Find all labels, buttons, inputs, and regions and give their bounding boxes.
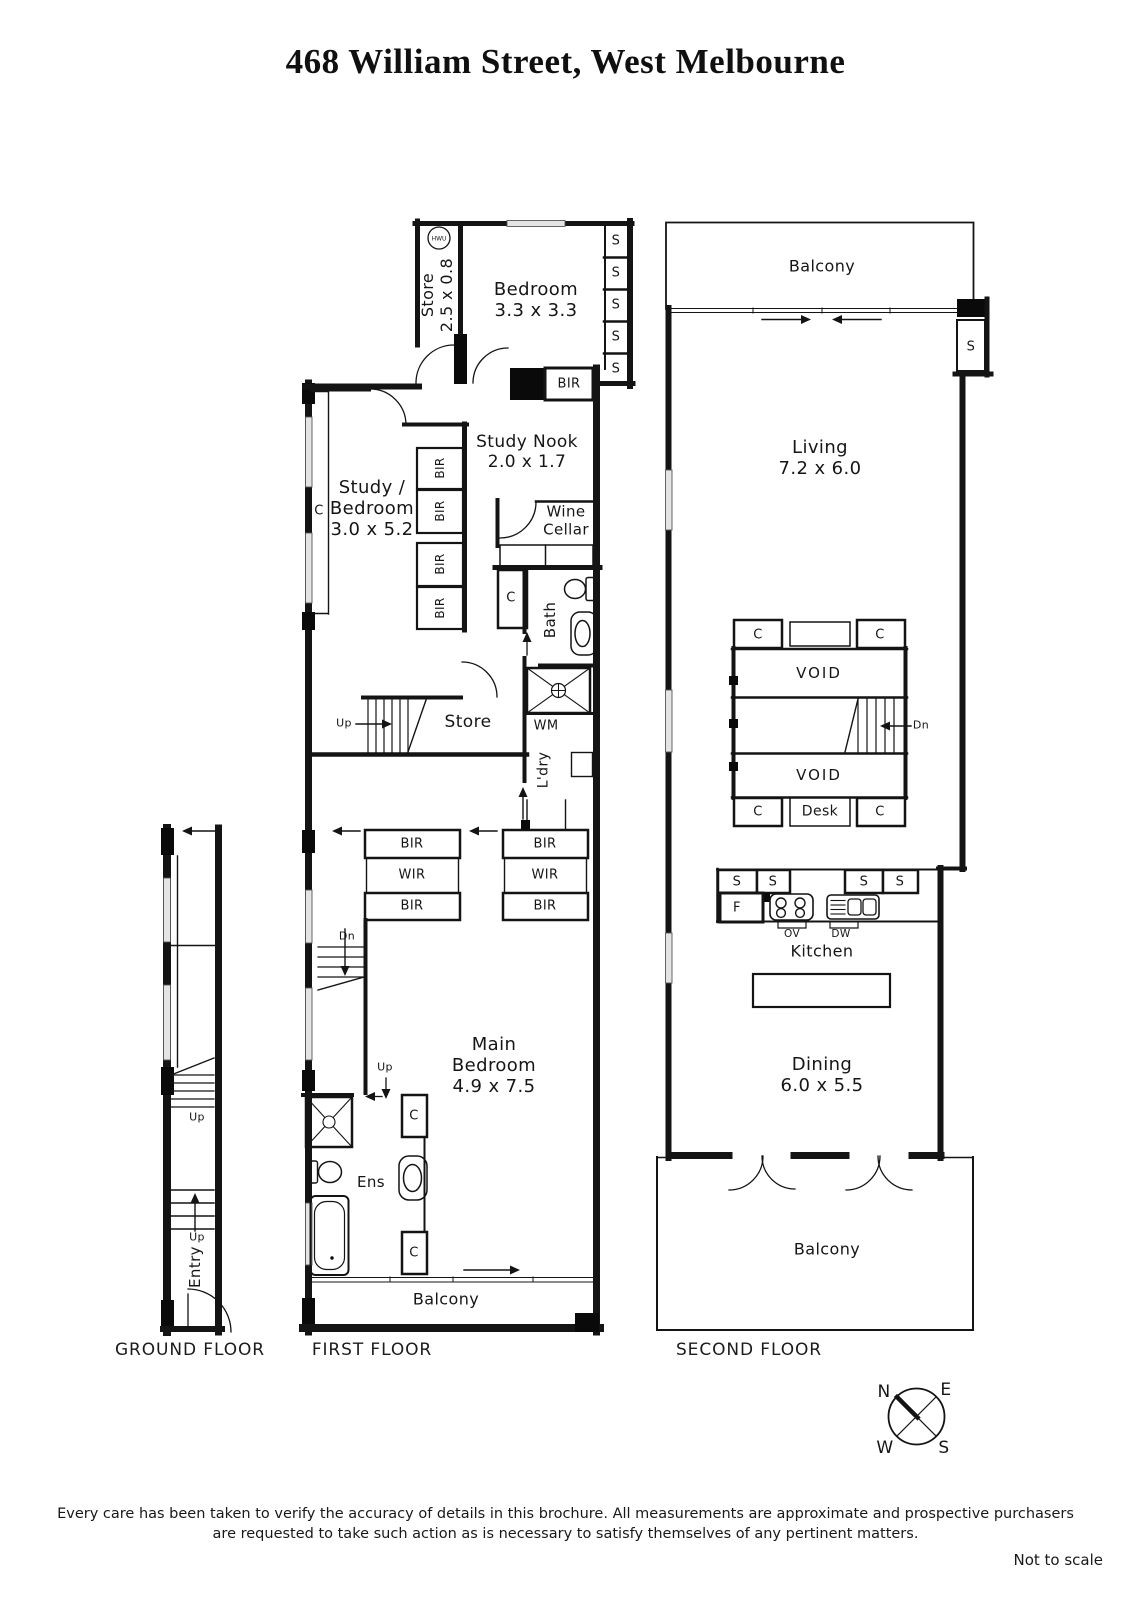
room-label-balcony: Balcony (793, 1239, 861, 1259)
storage-label: S (859, 874, 869, 890)
wir-label: WIR (398, 867, 426, 883)
cupboard-label: C (875, 627, 885, 643)
stairs-up-label: Up (189, 1230, 205, 1244)
cupboard-label: C (875, 804, 885, 820)
compass-north-label: N (877, 1381, 891, 1402)
storage-label: S (732, 874, 742, 890)
room-label-balcony: Balcony (788, 256, 856, 276)
compass-south-label: S (938, 1437, 950, 1458)
bir-label: BIR (533, 898, 557, 914)
room-label-study-nook (476, 432, 578, 472)
room-label-store-upper (419, 258, 457, 332)
scale-note: Not to scale (1013, 1551, 1103, 1569)
disclaimer-line1: Every care has been taken to verify the accuracy of details in this brochure. All measurements are approximate and prospective purchasers (57, 1506, 1074, 1522)
room-dim: 3.0 x 5.2 (330, 519, 414, 541)
storage-label: S (768, 874, 778, 890)
room-label-kitchen: Kitchen (790, 941, 854, 961)
room-dim: 6.0 x 5.5 (780, 1075, 864, 1096)
bir-label: BIR (557, 376, 581, 392)
storage-label: S (895, 874, 905, 890)
room-dim: 3.3 x 3.3 (494, 300, 578, 321)
compass-east-label: E (940, 1379, 952, 1400)
bir-label: BIR (432, 500, 447, 522)
bir-label: BIR (432, 553, 447, 575)
room-label-bath: Bath (541, 601, 560, 639)
floor-title-first: FIRST FLOOR (311, 1339, 433, 1360)
compass-rose (889, 1389, 945, 1445)
disclaimer-line2: are requested to take such action as is necessary to satisfy themselves of any pertinent matters. (212, 1526, 919, 1542)
bir-label: BIR (533, 836, 557, 852)
compass-west-label: W (876, 1437, 894, 1458)
room-label-entry: Entry (186, 1246, 205, 1288)
room-name: Store (418, 272, 438, 318)
desk-label: Desk (801, 803, 839, 820)
void-label: VOID (796, 664, 842, 683)
room-label-study-bedroom (330, 477, 414, 541)
floor-title-second: SECOND FLOOR (675, 1339, 823, 1360)
cupboard-label: C (506, 590, 516, 606)
cupboard-label: C (753, 627, 763, 643)
room-name: Wine (546, 502, 586, 521)
page-title: 468 William Street, West Melbourne (285, 42, 846, 81)
stairs-up-label: Up (336, 716, 352, 730)
room-label-wine-cellar (543, 503, 589, 538)
room-dim: 4.9 x 7.5 (452, 1076, 536, 1098)
bir-label: BIR (432, 457, 447, 479)
wir-label: WIR (531, 867, 559, 883)
storage-label: S (611, 265, 621, 281)
room-label-main-bedroom (452, 1034, 536, 1098)
cupboard-label: C (409, 1108, 419, 1124)
stairs-dn-label: Dn (912, 718, 930, 732)
room-name: Cellar (543, 520, 589, 538)
storage-label: S (611, 297, 621, 313)
storage-label: S (611, 329, 621, 345)
cupboard-label: C (753, 804, 763, 820)
stairs-up-label: Up (377, 1060, 393, 1074)
room-name: Bedroom (451, 1055, 537, 1077)
bir-label: BIR (400, 898, 424, 914)
room-label-dining (781, 1054, 864, 1096)
room-label-laundry: L'dry (535, 751, 552, 789)
hwu-icon: HWU (431, 234, 447, 242)
room-dim: 2.5 x 0.8 (437, 257, 456, 333)
bir-label: BIR (432, 597, 447, 619)
oven-label: OV (783, 927, 801, 940)
room-dim: 2.0 x 1.7 (487, 452, 567, 472)
bir-label: BIR (400, 836, 424, 852)
stairs-up-label: Up (189, 1110, 205, 1124)
room-label-living (779, 437, 862, 479)
storage-label: S (611, 361, 621, 377)
dishwasher-label: DW (831, 927, 851, 940)
room-label-bedroom (494, 279, 578, 321)
room-name: Study Nook (476, 431, 578, 452)
room-name: Dining (791, 1053, 853, 1075)
storage-label: S (966, 339, 976, 355)
room-name: Bedroom (329, 498, 415, 520)
floor-title-ground: GROUND FLOOR (114, 1339, 266, 1360)
first-floor-walls (302, 221, 633, 1333)
stairs-dn-label: Dn (338, 929, 356, 943)
cupboard-label: C (409, 1245, 419, 1261)
room-label-ensuite: Ens (357, 1173, 385, 1192)
room-name: Bedroom (493, 278, 579, 300)
storage-label: S (611, 233, 621, 249)
room-label-store: Store (444, 711, 492, 732)
room-name: Study / (338, 477, 406, 499)
wm-label: WM (533, 718, 559, 734)
room-name: Living (792, 436, 848, 458)
cupboard-label: C (314, 503, 324, 519)
room-dim: 7.2 x 6.0 (778, 458, 862, 479)
fridge-label: F (733, 900, 741, 916)
room-label-balcony: Balcony (412, 1289, 480, 1309)
void-label: VOID (796, 766, 842, 785)
room-name: Main (471, 1034, 517, 1056)
